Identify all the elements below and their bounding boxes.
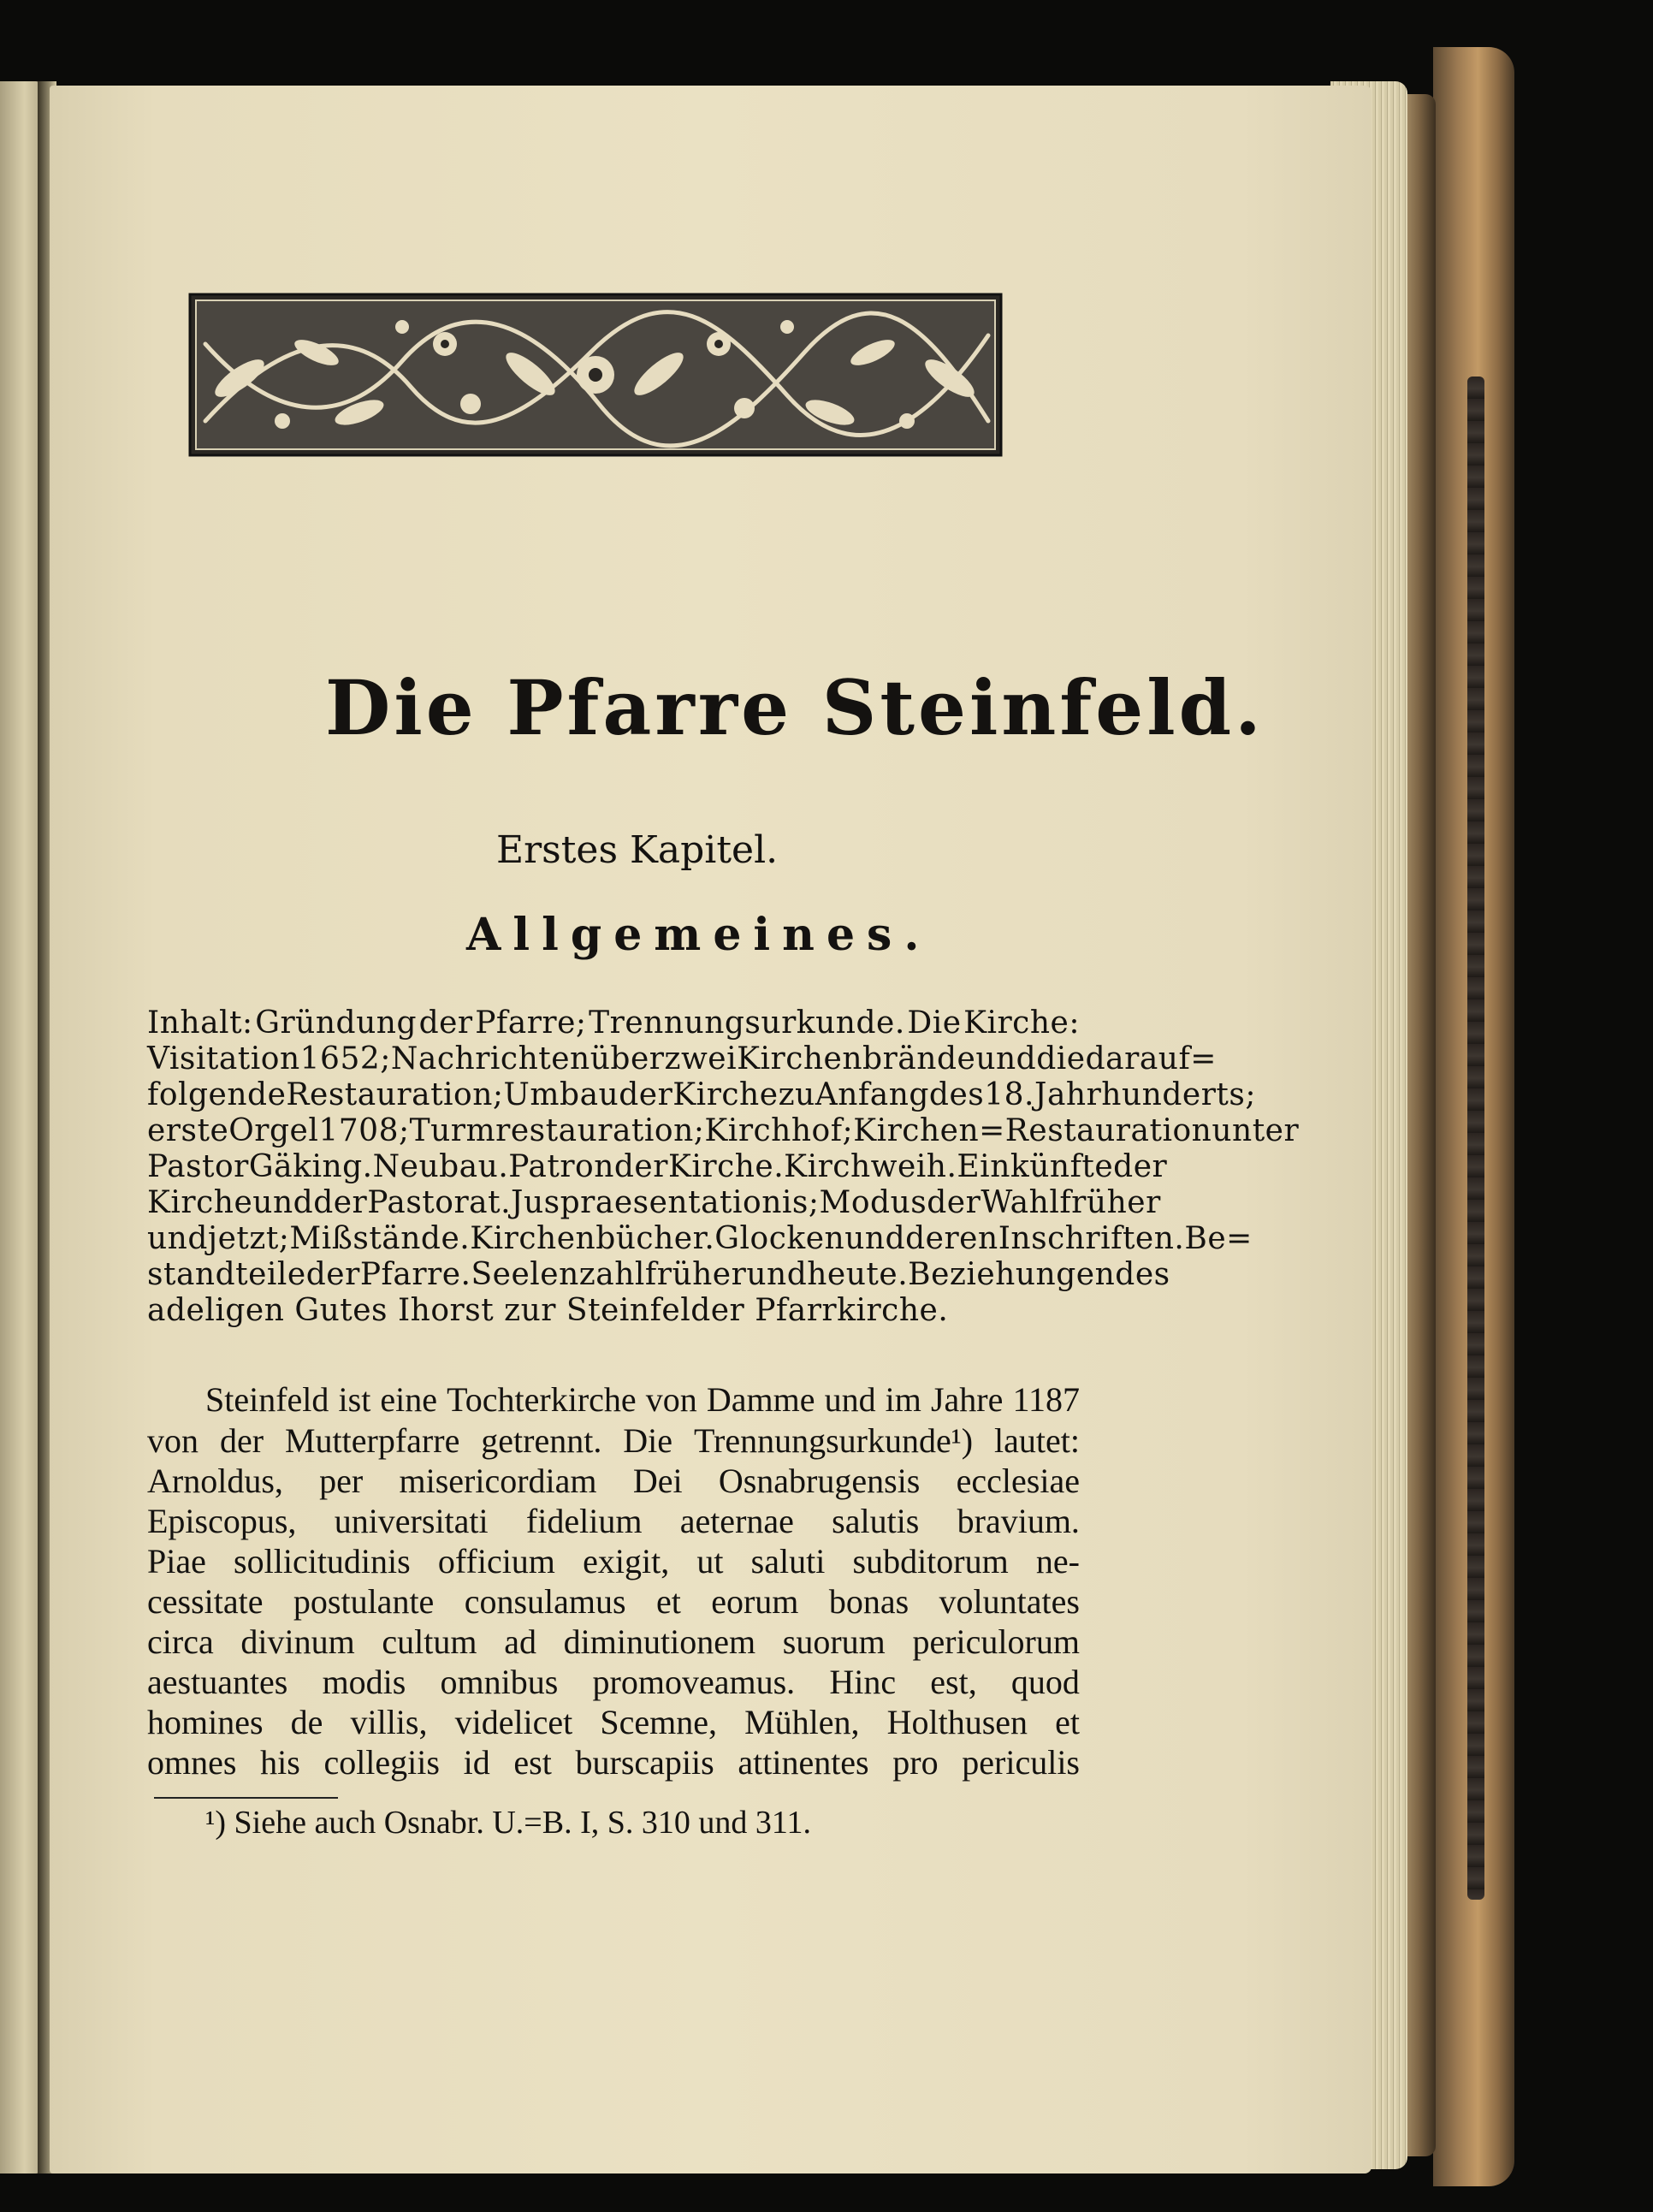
body-line: Piae sollicitudinis officium exigit, ut saluti subditorum ne- <box>147 1542 1080 1580</box>
summary-line: adeligen Gutes Ihorst zur Steinfelder Pfarrkirche. <box>147 1293 949 1328</box>
left-page-edge <box>0 81 41 2173</box>
summary-line: Kirche und der Pastorat. Jus praesentationis; Modus der Wahl früher <box>147 1185 1161 1220</box>
chapter-heading: Erstes Kapitel. <box>496 828 779 872</box>
summary-line: standteile der Pfarre. Seelenzahl früher und heute. Beziehungen des <box>147 1257 1170 1292</box>
summary-line: folgende Restauration; Umbau der Kirche zu Anfang des 18. Jahrhunderts; <box>147 1077 1256 1112</box>
summary-line: Visitation 1652; Nachrichten über zwei Kirchenbrände und die darauf= <box>147 1041 1217 1076</box>
page-stack-shadow <box>1403 94 1436 2156</box>
footnote-rule <box>154 1797 338 1799</box>
summary-line: und jetzt; Mißstände. Kirchenbücher. Glocken und deren Inschriften. Be= <box>147 1221 1253 1256</box>
section-heading: Allgemeines. <box>466 909 932 961</box>
body-line: homines de villis, videlicet Scemne, Mühlen, Holthusen et <box>147 1703 1080 1741</box>
body-line: Episcopus, universitati fidelium aeternae salutis bravium. <box>147 1502 1080 1540</box>
cover-spine-texture <box>1467 377 1484 1900</box>
floral-ornament-banner <box>188 293 1003 457</box>
summary-line: erste Orgel 1708; Turmrestauration; Kirchhof; Kirchen=Restauration unter <box>147 1113 1300 1148</box>
body-line: cessitate postulante consulamus et eorum bonas voluntates <box>147 1582 1080 1621</box>
body-line: Steinfeld ist eine Tochterkirche von Damme und im Jahre 1187 <box>205 1380 1080 1419</box>
body-line: Arnoldus, per misericordiam Dei Osnabrugensis ecclesiae <box>147 1462 1080 1500</box>
summary-line: Inhalt: Gründung der Pfarre; Trennungsurkunde. Die Kirche: <box>147 1005 1080 1041</box>
body-line: aestuantes modis omnibus promoveamus. Hinc est, quod <box>147 1663 1080 1701</box>
footnote: ¹) Siehe auch Osnabr. U.=B. I, S. 310 und 311. <box>205 1805 811 1841</box>
body-line: omnes his collegiis id est burscapiis attinentes pro periculis <box>147 1743 1080 1782</box>
body-line: circa divinum cultum ad diminutionem suorum periculorum <box>147 1622 1080 1661</box>
body-line: von der Mutterpfarre getrennt. Die Trennungsurkunde¹) lautet: <box>147 1421 1080 1460</box>
page-title: Die Pfarre Steinfeld. <box>325 663 1265 752</box>
summary-line: Pastor Gäking. Neubau. Patron der Kirche. Kirchweih. Einkünfte der <box>147 1149 1168 1184</box>
